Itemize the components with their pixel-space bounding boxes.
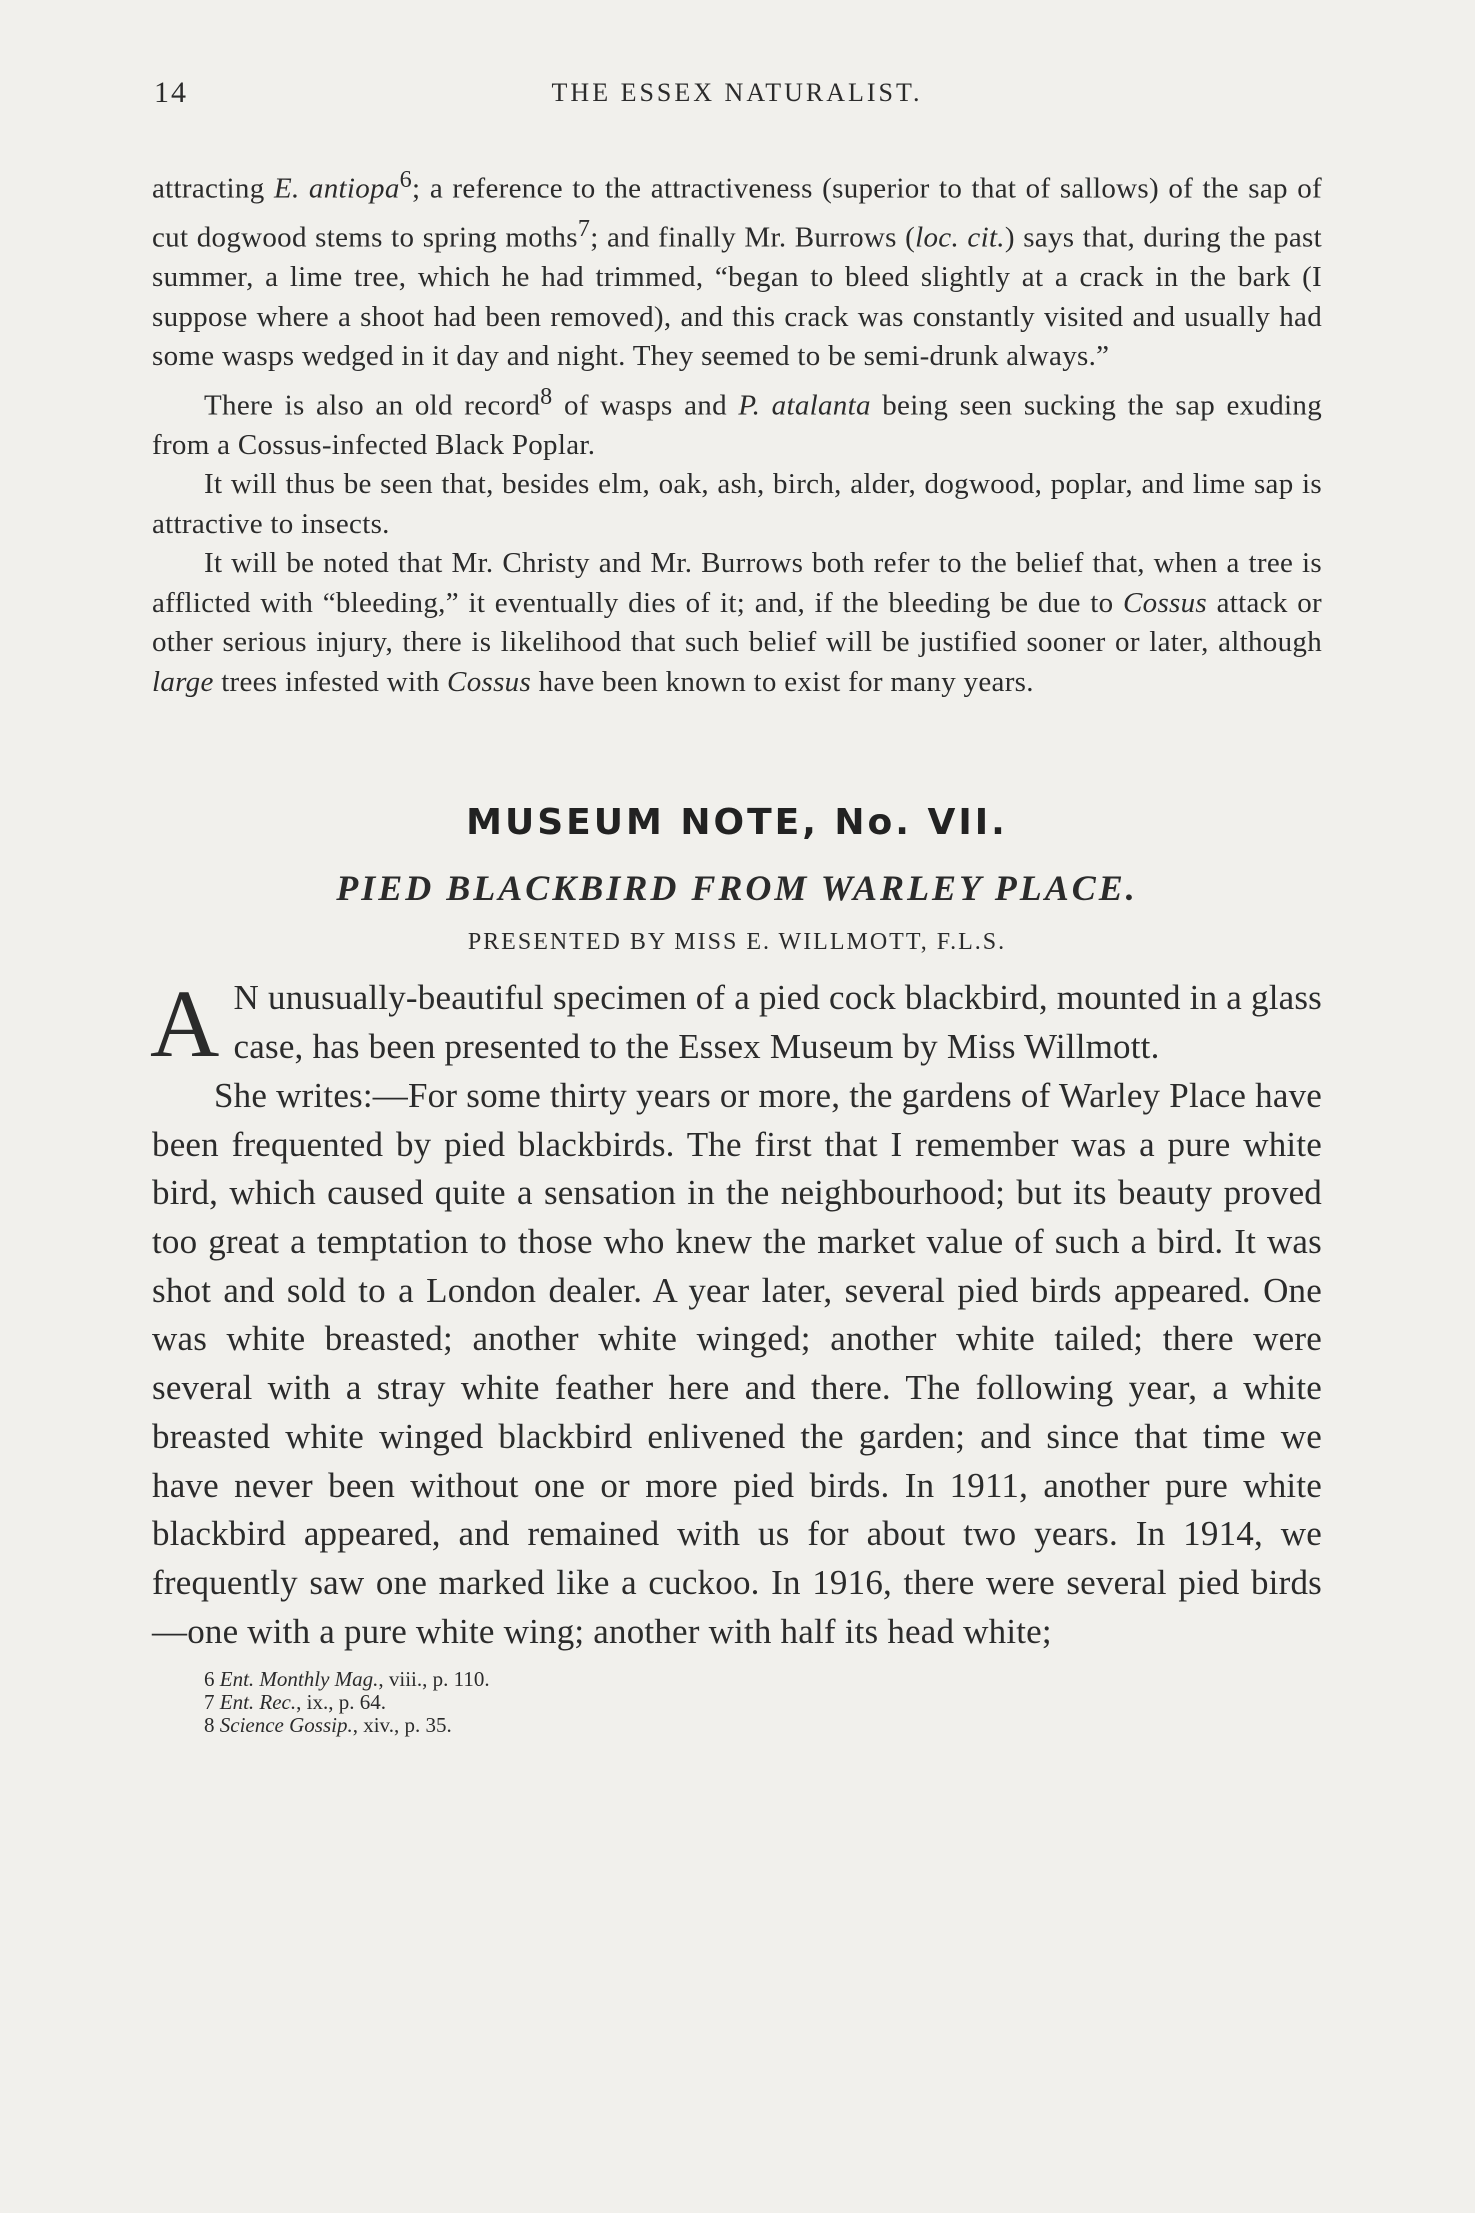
running-head: [152, 70, 1322, 120]
text-run: attracting: [152, 172, 274, 205]
paragraph: [152, 544, 1322, 702]
genus-name: Cossus: [1123, 586, 1208, 619]
article-title: MUSEUM NOTE, No. VII.: [466, 802, 1008, 844]
presented-by: PRESENTED BY MISS E. WILLMOTT, F.L.S.: [467, 929, 1007, 956]
footnotes: [152, 1668, 1322, 1737]
genus-name: Cossus: [447, 665, 532, 698]
footnote: [204, 1668, 1322, 1691]
footnote-ref-text: , xiv., p. 35.: [352, 1713, 452, 1738]
footnote: [204, 1714, 1322, 1737]
footnote-ref: 8: [540, 382, 553, 410]
article-body: [150, 970, 1322, 1656]
text-run: It will be noted that Mr. Christy and Mr. Burrows both refer to the belief that, when a tree is afflicted with “bleeding,” it eventually dies of it; and, if the bleeding be due to: [152, 547, 1322, 619]
journal-title: THE ESSEX NATURALIST.: [551, 78, 923, 107]
footnote-source: Ent. Monthly Mag.: [219, 1667, 379, 1692]
footnote-ref: 7: [577, 215, 591, 243]
text-run: ; a reference to the attractiveness (superior to that of sallows) of the sap of cut dogwood stems to spring moths: [152, 172, 1322, 254]
text-run: attack or other serious injury, there is likelihood that such belief will be justified sooner or later, although: [152, 586, 1322, 659]
footnote-number: 8: [204, 1713, 215, 1738]
paragraph: [150, 970, 1322, 1078]
text-run: N unusually-beautiful specimen of a pied cock blackbird, mounted in a glass case, has been presented to the Essex Museum by Miss Willmott.: [233, 978, 1322, 1067]
footnote-ref: 6: [399, 166, 413, 193]
text-run: being seen sucking the sap exuding from a Cossus-infected Black Poplar.: [152, 389, 1322, 461]
footnote-number: 6: [204, 1667, 215, 1692]
text-run: ; and finally Mr. Burrows (: [590, 221, 916, 254]
footnote-number: 7: [204, 1690, 215, 1715]
paragraph: [152, 377, 1322, 466]
text-run: have been known to exist for many years.: [531, 665, 1034, 698]
species-name: P. atalanta: [738, 389, 871, 422]
page: [152, 70, 1322, 1737]
species-name: E. antiopa: [273, 172, 400, 205]
page-number: 14: [154, 76, 188, 109]
paragraph: She writes:—For some thirty years or more, the gardens of Warley Place have been frequented by pied blackbirds. The first that I remember was a pure white bird, which caused quite a sensation in the neighbourhood; but its beauty proved too great a temptation to those who knew the market value of such a bird. It was shot and sold to a London dealer. A year later, several pied birds appeared. One was white breasted; another white winged; another white tailed; there were several with a stray white feather here and there. The following year, a white breasted white winged blackbird enlivened the garden; and since that time we have never been without one or more pied birds. In 1911, another pure white blackbird appeared, and remained with us for about two years. In 1914, we frequently saw one marked like a cuckoo. In 1916, there were several pied birds—one with a pure white wing; another with half its head white;: [152, 1075, 1322, 1651]
text-run: There is also an old record: [204, 389, 541, 422]
text-run: of wasps and: [552, 389, 739, 422]
footnote-ref-text: , viii., p. 110.: [378, 1667, 490, 1692]
drop-cap: A: [150, 970, 220, 1078]
previous-article-text: [152, 160, 1322, 702]
paragraph: It will thus be seen that, besides elm, oak, ash, birch, alder, dogwood, poplar, and lime sap is attractive to insects.: [152, 468, 1322, 540]
footnote-source: Science Gossip.: [219, 1713, 353, 1738]
footnote-ref-text: , ix., p. 64.: [296, 1690, 386, 1715]
paragraph: [152, 160, 1322, 377]
citation-italic: loc. cit.: [915, 221, 1005, 254]
text-run: ) says that, during the past summer, a lime tree, which he had trimmed, “began to bleed slightly at a crack in the bark (I suppose where a shoot had been removed), and this crack was constantly visited and usually had some wasps wedged in it day and night. They seemed to be semi-drunk always.”: [152, 221, 1322, 373]
footnote: [204, 1691, 1322, 1714]
emphasis: large: [152, 665, 214, 698]
text-run: trees infested with: [213, 665, 448, 698]
footnote-source: Ent. Rec.: [219, 1690, 297, 1715]
article-subtitle: PIED BLACKBIRD FROM WARLEY PLACE.: [336, 868, 1138, 909]
section-gap: [152, 702, 1322, 802]
